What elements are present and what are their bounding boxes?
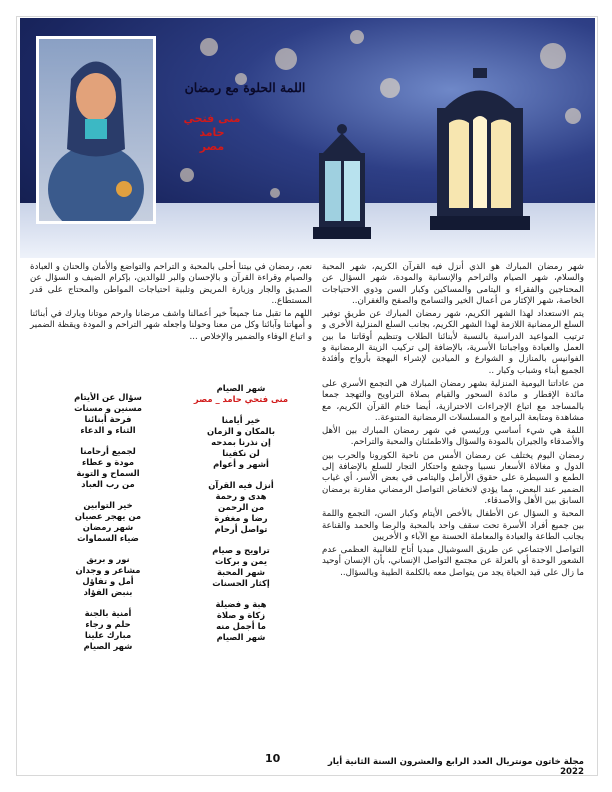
poem-line: زكاة و صلاة [216,610,266,620]
poem-line: تراويح و صيام [212,545,270,555]
magazine-footer: مجلة خاتون مونتريال العدد الرابع والعشرون السنة الثانية أيار 2022 [327,757,584,777]
paragraph: اللهم ما تقبل منا جميعاً خير أعمالنا واشف مرضانا وارحم موتانا وبارك في أبنائنا و أمهاتنا وآبائنا وكل من معنا وحولنا واجعله شهر التراحم و المودة ويقظة الضمير و اتباع الوفاء والضمير والإخلاص ... [30,309,312,342]
poem-line: أمنية بالجنة [84,608,132,618]
author-name: منى فتحي حامد [183,112,241,139]
article-title: اللمة الحلوة مع رمضان [184,80,306,95]
poem-line: بنبض الفؤاد [83,587,133,597]
poem-line: خير التوابين [83,500,133,510]
poem-line: فرحة أبنائنا [84,414,132,424]
poem-line: من رب العباد [81,479,135,489]
author-portrait-icon [39,39,153,221]
paragraph: من عاداتنا اليومية المنزلية بشهر رمضان المبارك هي التجمع الأسري على مائدة الإفطار و مائدة السحور والقيام بصلاة التراويح والتهجد جمعا بالمساجد مع اتباع الإجراءات الاحترازية، أيضا ختام القرآن الكريم، مع مشاهدة ومتابعة البرامج و المسلسلات الرمضانية المتنوعة.. [322,378,584,423]
poem-line: تواصل أرحام [214,524,268,534]
poem-line: لجميع أرحامنا [80,446,136,456]
poem-line: الثناء و الدعاء [80,425,136,435]
poem-stanza [48,392,168,436]
poem-line: السماح و التوبة [76,468,140,478]
poem-stanza [176,599,306,643]
poem-line: خير أيامنا [221,415,261,425]
poem-stanza [176,480,306,535]
poem-line: هدى و رحمة [215,491,267,501]
poem-line: شهر الصيام [216,632,266,642]
poem-line: شهر المحبة [216,567,266,577]
poem-line: ما أجمل منه [216,621,266,631]
author-photo [36,36,156,224]
poem-line: من يهجر عصيان [74,511,142,521]
lantern-small-icon [305,123,380,248]
poem-line: هبة و فضيلة [215,599,267,609]
poem-line: ضياء السماوات [77,533,139,543]
poem-stanza [48,500,168,544]
paragraph: اللمة هي شيء أساسي ورئيسي في شهر رمضان المبارك بين الأهل والأصدقاء والجيران بالمودة والسؤال والاطمئنان والمحبة والتراحم. [322,426,584,448]
poem-byline: منى فتحي حامد _ مصر [193,394,289,404]
poem-line: لن نكفينا [222,448,260,458]
poem-line: يمن و بركات [214,556,268,566]
author-country: مصر [199,140,225,153]
poem-line: أشهر و أعوام [213,459,269,469]
poem-line: إن نذرنا بمدحه [211,437,271,447]
poem-line: حلم و رجاء [85,619,131,629]
paragraph: رمضان اليوم يختلف عن رمضان الأمس من ناحية الكورونا والحرب بين الدول و مغالاة الأسعار نسبيا وجشع واحتكار التجار للسلع بالإضافة إلى الطمع و السيطرة على حقوق الأرامل واليتامى في بعض الأسر، أي غياب الضمير عند البعض، مما يؤدي لانخفاض التواصل الرمضاني مقارنة برمضان السابق بين الأهل والأصدقاء. [322,450,584,506]
poem-line: من الرحمن [217,502,265,512]
poem-heading: شهر الصيام [216,383,266,393]
poem-line: مسنين و مسنات [74,403,142,413]
poem-line: بالمكان و الزمان [207,426,275,436]
paragraph: نعم، رمضان في بيتنا أحلى بالمحبة و التراحم والتواضع والأمان والحنان و العبادة والصيام وقراءة القرآن و بالإحسان والبر للوالدين، بإكرام الضيف و السؤال عن الصديق والجار وزيارة المريض وتلبية احتياجات المواطن والمحتاج على قدر المستطاع.. [30,262,312,306]
page-number: 10 [265,752,281,765]
poem-column-b [48,392,168,662]
poem-line: مبارك علينا [84,630,132,640]
poem-line: شهر رمضان [82,522,134,532]
paragraph: المحبة و السؤال عن الأطفال بالأخص الأيتام وكبار السن، التجمع واللمة بين جميع أفراد الأسرة تحت سقف واحد بالمحبة والرضا والحمد والقناعة بجانب الطاعة والعبادة والمعاملة الحسنة مع الآباء و الأخريين [322,509,584,542]
article-column-left [30,262,312,345]
poem-line: مودة و عطاء [81,457,135,467]
article-column-right [322,262,584,581]
poem-line: نور و بريق [86,554,130,564]
poem-line: أمل و تفاؤل [82,576,134,586]
lantern-large-icon [415,68,545,238]
poem-line: أنزل فيه القرآن [208,480,274,490]
poem-line: سؤال عن الأيتام [74,392,142,402]
poem-line: رضا و مغفرة [214,513,268,523]
poem-stanza [176,545,306,589]
poem-stanza [176,415,306,470]
poem-line: مشاعر و وجدان [75,565,141,575]
poem-column-a [176,383,306,653]
poem-stanza [48,554,168,598]
paragraph: التواصل الاجتماعي عن طريق السوشيال ميديا أتاح للغالبية العظمى عدم الشعور الوحدة أو بالعزلة عن مجتمع التواصل الإنساني، بأن الإنسان أوحيد ما زال على قيد الحياة يجد من يتواصل معه بالكلمة الطيبة وبالسؤال.. [322,545,584,578]
paragraph: يتم الاستعداد لهذا الشهر الكريم، شهر رمضان المبارك عن طريق توفير السلع الرمضانية اللازمة لهذا الشهر الكريم، بجانب السلع المنزلية الأخرى و ترتيب المواعيد الدراسية بالنسبة لأبنائنا الطلاب وتنظيم أوقاتنا ما بين العمل والعبادة وواجباتنا الأسرية، بالإضافة إلى تركيب الزينة الرمضانية و الفوانيس بالمنازل و الشوارع و الميادين لإشراء البهجة بأرواح وأفئدة الجميع أبناء وشباب وكبار .. [322,309,584,376]
paragraph: شهر رمضان المبارك هو الذي أنزل فيه القرآن الكريم، شهر المحبة والسلام، شهر الصيام والتراحم والإنسانية والمودة، شهر السؤال عن المحتاجين والفقراء و اليتامى والمساكين وكبار السن وذوي الاحتياجات الخاصة، شهر الإكثار من أعمال الخير والتسامح والصفح والغفران.. [322,262,584,306]
author-block [172,112,252,154]
poem-line: إكثار الحسنات [212,578,270,588]
poem-stanza [48,608,168,652]
poem-stanza [48,446,168,490]
poem-line: شهر الصيام [83,641,133,651]
